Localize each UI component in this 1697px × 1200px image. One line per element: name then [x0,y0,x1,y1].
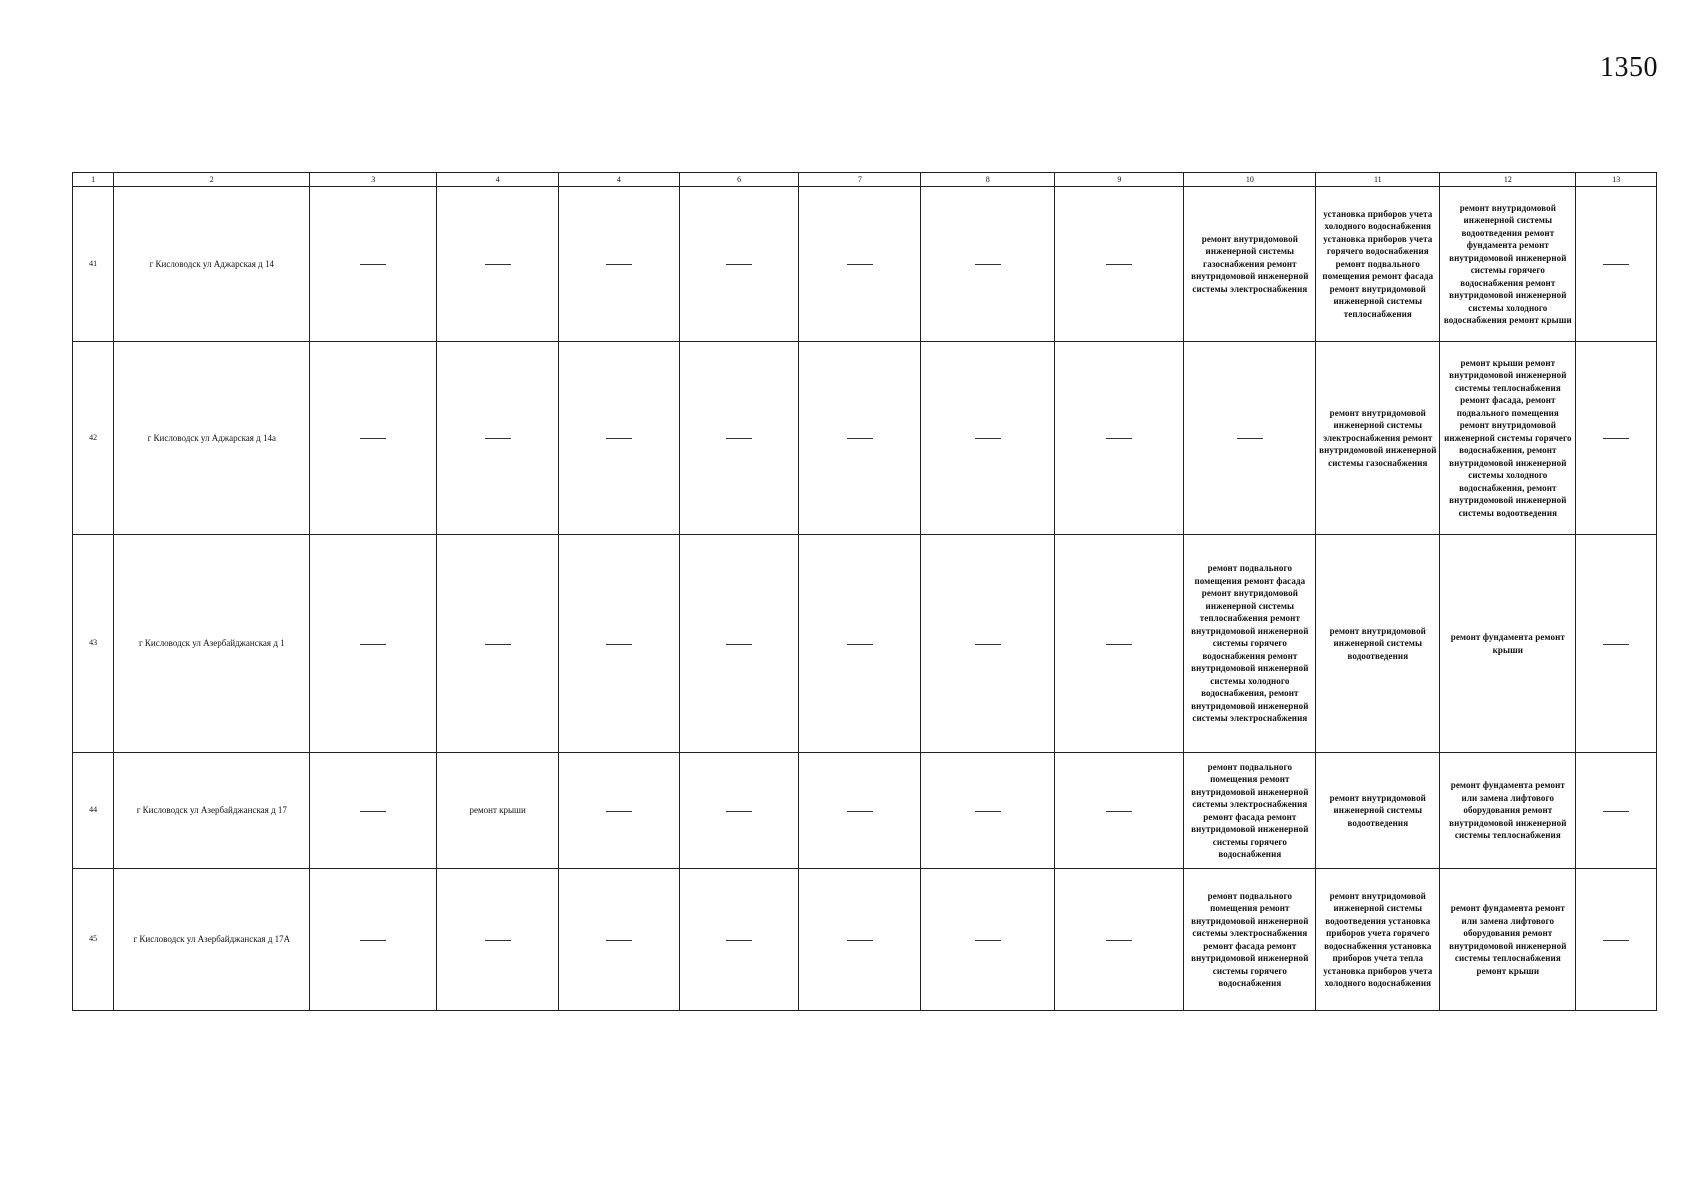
dash-mark [1106,811,1132,812]
table-row [73,753,1657,869]
works-cell: ремонт фундамента ремонт или замена лифтового оборудования ремонт внутридомовой инженерной системы теплоснабжения [1440,753,1576,869]
dash-cell [559,342,680,535]
row-number: 45 [73,869,114,1011]
dash-cell [559,535,680,753]
dash-cell [921,869,1055,1011]
column-number: 11 [1316,173,1440,187]
dash-cell [1055,869,1184,1011]
address-cell: г Кисловодск ул Аджарская д 14а [114,342,310,535]
dash-cell [1055,342,1184,535]
dash-mark [975,811,1001,812]
works-cell: ремонт внутридомовой инженерной системы водоотведения установка приборов учета горячего водоснабжения установка приборов учета тепла установка приборов учета холодного водоснабжения [1316,869,1440,1011]
dash-cell [1576,187,1657,342]
dash-cell [437,535,559,753]
dash-mark [1603,940,1629,941]
dash-cell [310,753,437,869]
column-number: 7 [799,173,921,187]
dash-mark [975,438,1001,439]
works-cell: ремонт крыши [437,753,559,869]
dash-mark [606,811,632,812]
works-cell: ремонт внутридомовой инженерной системы водоотведения [1316,753,1440,869]
column-number: 3 [310,173,437,187]
works-cell: ремонт внутридомовой инженерной системы водоотведения ремонт фундамента ремонт внутридомовой инженерной системы горячего водоснабжения ремонт внутридомовой инженерной системы холодного водоснабжения ремонт крыши [1440,187,1576,342]
dash-mark [1603,644,1629,645]
dash-cell [437,342,559,535]
dash-mark [1106,940,1132,941]
table-row [73,187,1657,342]
dash-cell [1576,753,1657,869]
dash-mark [606,264,632,265]
dash-cell [437,187,559,342]
dash-mark [360,811,386,812]
dash-cell [1576,869,1657,1011]
dash-mark [606,438,632,439]
dash-cell [310,187,437,342]
dash-mark [847,644,873,645]
dash-cell [679,753,799,869]
works-cell: ремонт подвального помещения ремонт фасада ремонт внутридомовой инженерной системы теплоснабжения ремонт внутридомовой инженерной системы горячего водоснабжения ремонт внутридомовой инженерной системы холодного водоснабжения, ремонт внутридомовой инженерной системы электроснабжения [1184,535,1316,753]
works-cell: ремонт внутридомовой инженерной системы водоотведения [1316,535,1440,753]
column-number: 9 [1055,173,1184,187]
column-number-row [73,173,1657,187]
dash-cell [1184,342,1316,535]
dash-mark [485,940,511,941]
dash-mark [975,644,1001,645]
dash-mark [1237,438,1263,439]
works-cell: ремонт внутридомовой инженерной системы газоснабжения ремонт внутридомовой инженерной системы электроснабжения [1184,187,1316,342]
dash-cell [310,535,437,753]
dash-cell [921,753,1055,869]
dash-cell [679,535,799,753]
dash-mark [360,644,386,645]
column-number: 4 [437,173,559,187]
dash-cell [310,869,437,1011]
dash-cell [799,187,921,342]
row-number: 43 [73,535,114,753]
dash-mark [726,644,752,645]
repair-works-table [72,172,1657,1011]
dash-cell [1055,187,1184,342]
dash-mark [847,438,873,439]
dash-cell [799,342,921,535]
dash-cell [921,535,1055,753]
dash-mark [726,940,752,941]
dash-cell [559,187,680,342]
column-number: 12 [1440,173,1576,187]
dash-cell [679,187,799,342]
dash-mark [485,264,511,265]
dash-mark [1603,811,1629,812]
address-cell: г Кисловодск ул Азербайджанская д 17А [114,869,310,1011]
page-number: 1350 [1600,52,1658,83]
works-cell: ремонт внутридомовой инженерной системы электроснабжения ремонт внутридомовой инженерной системы газоснабжения [1316,342,1440,535]
dash-cell [559,753,680,869]
dash-mark [606,644,632,645]
dash-mark [726,264,752,265]
dash-mark [360,438,386,439]
dash-mark [1603,264,1629,265]
row-number: 42 [73,342,114,535]
dash-mark [847,264,873,265]
dash-mark [1106,438,1132,439]
dash-mark [1106,264,1132,265]
row-number: 44 [73,753,114,869]
dash-mark [360,264,386,265]
dash-cell [437,869,559,1011]
dash-cell [799,535,921,753]
dash-mark [975,940,1001,941]
dash-cell [799,753,921,869]
column-number: 13 [1576,173,1657,187]
dash-mark [606,940,632,941]
dash-mark [1603,438,1629,439]
dash-mark [847,940,873,941]
column-number: 6 [679,173,799,187]
works-cell: ремонт фундамента ремонт крыши [1440,535,1576,753]
works-cell: ремонт крыши ремонт внутридомовой инженерной системы теплоснабжения ремонт фасада, ремонт подвального помещения ремонт внутридомовой инженерной системы горячего водоснабжения, ремонт внутридомовой инженерной системы холодного водоснабжения, ремонт внутридомовой инженерной системы водоотведения [1440,342,1576,535]
dash-mark [975,264,1001,265]
table-row [73,342,1657,535]
works-cell: ремонт подвального помещения ремонт внутридомовой инженерной системы электроснабжения ремонт фасада ремонт внутридомовой инженерной системы горячего водоснабжения [1184,869,1316,1011]
dash-mark [847,811,873,812]
dash-cell [679,342,799,535]
column-number: 8 [921,173,1055,187]
dash-cell [921,187,1055,342]
column-number: 10 [1184,173,1316,187]
column-number: 4 [559,173,680,187]
dash-cell [679,869,799,1011]
dash-mark [1106,644,1132,645]
table-row [73,535,1657,753]
dash-cell [921,342,1055,535]
dash-cell [1576,342,1657,535]
row-number: 41 [73,187,114,342]
dash-mark [726,811,752,812]
dash-mark [726,438,752,439]
address-cell: г Кисловодск ул Аджарская д 14 [114,187,310,342]
column-number: 2 [114,173,310,187]
table-row [73,869,1657,1011]
dash-cell [1055,535,1184,753]
works-cell: ремонт подвального помещения ремонт внутридомовой инженерной системы электроснабжения ремонт фасада ремонт внутридомовой инженерной системы горячего водоснабжения [1184,753,1316,869]
dash-cell [1576,535,1657,753]
dash-cell [799,869,921,1011]
works-cell: ремонт фундамента ремонт или замена лифтового оборудования ремонт внутридомовой инженерной системы теплоснабжения ремонт крыши [1440,869,1576,1011]
dash-mark [360,940,386,941]
dash-cell [310,342,437,535]
address-cell: г Кисловодск ул Азербайджанская д 1 [114,535,310,753]
works-cell: установка приборов учета холодного водоснабжения установка приборов учета горячего водоснабжения ремонт подвального помещения ремонт фасада ремонт внутридомовой инженерной системы теплоснабжения [1316,187,1440,342]
address-cell: г Кисловодск ул Азербайджанская д 17 [114,753,310,869]
dash-cell [1055,753,1184,869]
dash-cell [559,869,680,1011]
column-number: 1 [73,173,114,187]
dash-mark [485,644,511,645]
dash-mark [485,438,511,439]
